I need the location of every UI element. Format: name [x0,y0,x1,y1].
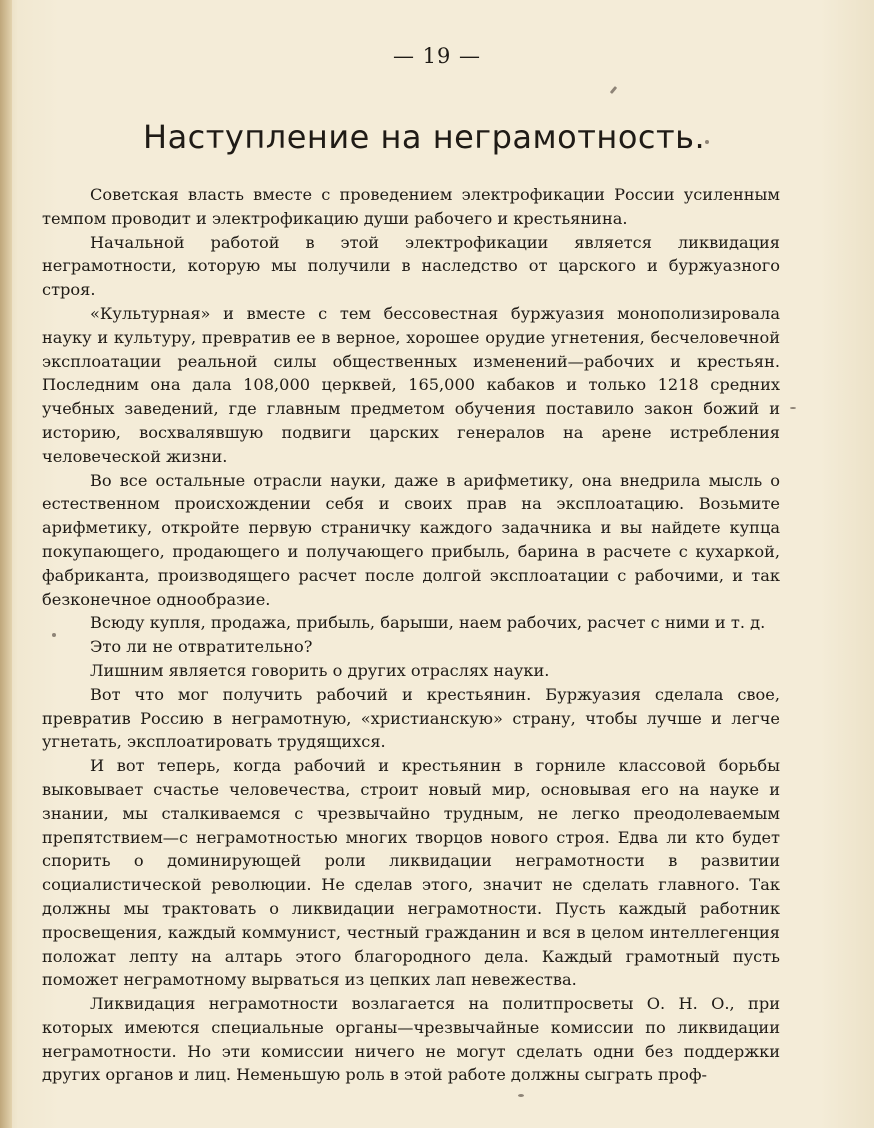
page-number: — 19 — [392,44,482,68]
paragraph: «Культурная» и вместе с тем бессовестная буржуазия монополизировала науку и культуру, превратив ее в верное, хорошее орудие угнетения, бесчеловечной эксплоатации реальной силы общественных изменений—рабочих и крестьян. Последним она дала 108,000 церквей, 165,000 кабаков и только 1218 средних учебных заведений, где главным предметом обучения поставило закон божий и историю, восхвалявшую подвиги царских генералов на арене истребления человеческой жизни. [42,303,780,466]
print-speck [790,407,796,409]
print-speck [610,86,617,94]
page-title: Наступление на неграмотность. [143,118,706,156]
paragraph: Ликвидация неграмотности возлагается на политпросветы О. Н. О., при которых имеются специальные органы—чрезвычайные комиссии по ликвидации неграмотности. Но эти комиссии ничего не могут сделать одни без поддержки других органов и лиц. Неменьшую роль в этой работе должны сыграть проф- [42,994,780,1085]
print-speck [518,1094,524,1097]
print-speck [52,633,56,637]
body-text [42,183,780,1087]
paragraph: Советская власть вместе с проведением электрофикации России усиленным темпом проводит и электрофикацию души рабочего и крестьянина. [42,185,780,228]
paragraph: Всюду купля, продажа, прибыль, барыши, наем рабочих, расчет с ними и т. д. [90,613,766,633]
paragraph: Начальной работой в этой электрофикации является ликвидация неграмотности, которую мы получили в наследство от царского и буржуазного строя. [42,232,780,300]
paragraph: Вот что мог получить рабочий и крестьянин. Буржуазия сделала свое, превратив Россию в неграмотную, «христианскую» страну, чтобы лучше и легче угнетать, эксплоатировать трудящихся. [42,684,780,752]
paragraph: И вот теперь, когда рабочий и крестьянин в горниле классовой борьбы выковывает счастье человечества, строит новый мир, основывая его на науке и знании, мы сталкиваемся с чрезвычайно трудным, не легко преодолеваемым препятствием—с неграмотностью многих творцов нового строя. Едва ли кто будет спорить о доминирующей роли ликвидации неграмотности в развитии социалистической революции. Не сделав этого, значит не сделать главного. Так должны мы трактовать о ликвидации неграмотности. Пусть каждый работник просвещения, каждый коммунист, честный гражданин и вся в целом интеллегенция положат лепту на алтарь этого благородного дела. Каждый грамотный пусть поможет неграмотному вырваться из цепких лап невежества. [42,756,780,990]
paragraph: Это ли не отвратительно? [90,637,313,657]
print-speck [705,140,709,144]
paragraph: Во все остальные отрасли науки, даже в арифметику, она внедрила мысль о естественном происхождении себя и своих прав на эксплоатацию. Возьмите арифметику, откройте первую страничку каждого задачника и вы найдете купца покупающего, продающего и получающего прибыль, барина в расчете с кухаркой, фабриканта, производящего расчет после долгой эксплоатации с рабочими, и так безконечное однообразие. [42,470,780,609]
page-edge [0,0,12,1128]
paragraph: Лишним является говорить о других отраслях науки. [90,660,550,680]
